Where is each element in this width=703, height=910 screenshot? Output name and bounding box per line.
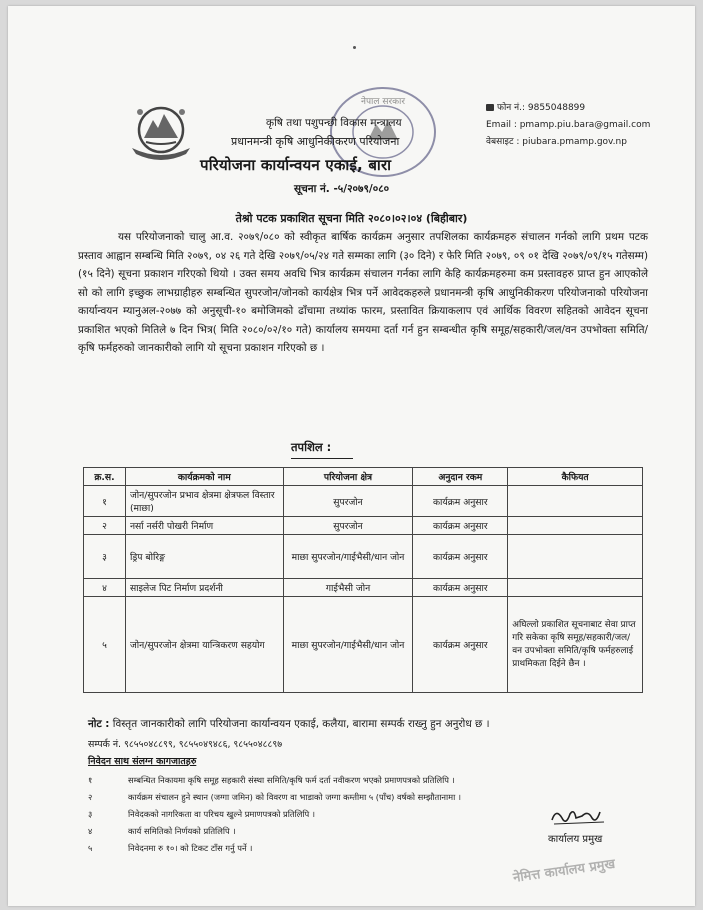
list-item: ४ कार्य समितिको निर्णयको प्रतिलिपि ।: [88, 826, 236, 836]
schedule-title: तपशिल :: [291, 440, 332, 454]
signature-title: कार्यालय प्रमुख: [548, 834, 603, 845]
area-cell: माछा सुपरजोन/गाईभैसी/धान जोन: [283, 535, 413, 579]
schedule-table: [83, 467, 643, 693]
note-label: नोट :: [88, 718, 110, 730]
serial-cell: ३: [84, 535, 126, 579]
header-phone: फोन नं.: 9855048899: [497, 103, 586, 113]
table-row: [84, 535, 643, 579]
list-item: २ कार्यक्रम संचालन हुने स्थान (जग्गा जमिन) को विवरण वा भाडाको जग्गा कम्तीमा ५ (पाँच) वर्षको सम्झौतानामा ।: [88, 792, 462, 802]
remarks-cell: अघिल्लो प्रकाशित सूचनाबाट सेवा प्राप्त गरि सकेका कृषि समूह/सहकारी/जल/वन उपभोक्ता समिति/कृषि फर्महरुलाई प्राथमिकता दिईने छैन ।: [508, 597, 643, 693]
scan-speck: [353, 46, 356, 49]
notice-body: यस परियोजनाको चालु आ.व. २०७९/०८० को स्वीकृत बार्षिक कार्यक्रम अनुसार तपशिलका कार्यक्रमहरु संचालन गर्नको लागि प्रथम पटक प्रस्ताव आह्वान सम्बन्धि मिति २०७९, ०४ २६ गते देखि २०७९/०५/२४ गते सम्मका लागि (३० दिने) र फेरि मिति २०७९, ०९ ०१ देखि २०७९/०९/१५ गतेसम्म) (१५ दिने) सूचना प्रकाशन गरिएको थियो । उक्त समय अवधि भित्र कार्यक्रम संचालन गर्नका लागि केहि कार्यक्रमहरुमा कम प्रस्तावहरु प्राप्त हुन आएकोले सो को लागि इच्छुक लाभग्राहीहरु सम्बन्धित सुपरजोन/जोनको कार्यक्षेत्र भित्र पर्ने आवेदकहरुले प्रधानमन्त्री कृषि आधुनिकीकरण परियोजनाको परियोजना कार्यान्वयन म्यानुअल-२०७७ को अनुसूची-१० बमोजिमको ढाँचामा तथ्यांक फारम, प्रस्तावित क्रियाकलाप एवं आर्थिक विवरण सहितको आवेदन सूचना प्रकाशित भएको मितिले ७ दिन भित्र( मिति २०८०/०२/१० गते) कार्यालय समयमा दर्ता गर्न हुन सम्बन्धीत कृषि समूह/सहकारी/जल/वन उपभोक्ता समिति/कृषि फर्महरुको जानकारीको लागि यो सूचना प्रकाशन गरिएको छ ।: [78, 231, 648, 354]
grant-cell: कार्यक्रम अनुसार: [413, 517, 508, 535]
program-cell: नर्सा नर्सरी पोखरी निर्माण: [125, 517, 283, 535]
program-cell: जोन/सुपरजोन क्षेत्रमा यान्त्रिकरण सहयोग: [125, 597, 283, 693]
area-cell: गाईभैसी जोन: [283, 579, 413, 597]
list-item: ३ निवेदकको नागरिकता वा परिचय खुल्ने प्रमाणपत्रको प्रतिलिपि ।: [88, 809, 316, 819]
header-cell: कैफियत: [508, 468, 643, 486]
phone-icon: [486, 104, 494, 111]
remarks-cell: [508, 535, 643, 579]
area-cell: सुपरजोन: [283, 486, 413, 517]
serial-cell: २: [84, 517, 126, 535]
serial-cell: १: [84, 486, 126, 517]
grant-cell: कार्यक्रम अनुसार: [413, 535, 508, 579]
header-cell: अनुदान रकम: [413, 468, 508, 486]
area-cell: सुपरजोन: [283, 517, 413, 535]
notice-page: [8, 6, 695, 906]
header-cell: परियोजना क्षेत्र: [283, 468, 413, 486]
table-row: [84, 486, 643, 517]
schedule-underline: [291, 458, 353, 459]
notice-number: सूचना नं. -५/२०७९/०८०: [294, 183, 390, 195]
program-cell: ड्रिप बोरिङ्ग: [125, 535, 283, 579]
area-cell: माछा सुपरजोन/गाईभैसी/धान जोन: [283, 597, 413, 693]
enclosures-title: निवेदन साथ संलग्न कागजातहरु: [88, 756, 197, 767]
header-website: वेबसाइट : piubara.pmamp.gov.np: [486, 137, 627, 147]
notice-subtitle: तेश्रो पटक प्रकाशित सूचना मिति २०८०।०२।०४ (बिहीबार): [235, 212, 468, 225]
header-email: Email : pmamp.piu.bara@gmail.com: [486, 120, 651, 130]
contact-block: [486, 100, 650, 151]
table-header-row: [84, 468, 643, 486]
header-cell: कार्यक्रमको नाम: [125, 468, 283, 486]
program-cell: जोन/सुपरजोन प्रभाव क्षेत्रमा क्षेत्रफल विस्तार (माछा): [125, 486, 283, 517]
header-cell: क्र.स.: [84, 468, 126, 486]
list-item: ५ निवेदनमा रु १०। को टिकट टाँस गर्नु पर्ने ।: [88, 843, 253, 853]
svg-text:नेपाल सरकार: नेपाल सरकार: [360, 97, 406, 107]
list-item: १ सम्बन्धित निकायमा कृषि समूह सहकारी संस्था समिति/कृषि फर्म दर्ता नवीकरण भएको प्रमाणपत्रको प्रतिलिपि ।: [88, 775, 455, 785]
remarks-cell: [508, 517, 643, 535]
unit-name: परियोजना कार्यान्वयन एकाई, बारा: [200, 156, 392, 174]
grant-cell: कार्यक्रम अनुसार: [413, 486, 508, 517]
designation-stamp: नेमित्त कार्यालय प्रमुख: [512, 856, 617, 886]
remarks-cell: [508, 486, 643, 517]
serial-cell: ५: [84, 597, 126, 693]
note-line: [88, 717, 490, 731]
table-row: [84, 579, 643, 597]
nepal-emblem-icon: [122, 98, 200, 164]
handwritten-signature: [548, 806, 608, 828]
note-text: विस्तृत जानकारीको लागि परियोजना कार्यान्वयन एकाई, कलैया, बारामा सम्पर्क राख्नु हुन अनुरोध छ ।: [112, 718, 490, 730]
table-row: [84, 517, 643, 535]
contact-numbers: सम्पर्क नं. ९८५५०४८८९९, ९८५५०४९४८६, ९८५५०४८८९७: [88, 739, 283, 750]
remarks-cell: [508, 579, 643, 597]
ministry-name: कृषि तथा पशुपन्छी विकास मन्त्रालय: [266, 117, 402, 129]
program-cell: साइलेज पिट निर्माण प्रदर्शनी: [125, 579, 283, 597]
grant-cell: कार्यक्रम अनुसार: [413, 579, 508, 597]
grant-cell: कार्यक्रम अनुसार: [413, 597, 508, 693]
serial-cell: ४: [84, 579, 126, 597]
table-row: [84, 597, 643, 693]
project-name: प्रधानमन्त्री कृषि आधुनिकीकरण परियोजना: [231, 135, 400, 148]
